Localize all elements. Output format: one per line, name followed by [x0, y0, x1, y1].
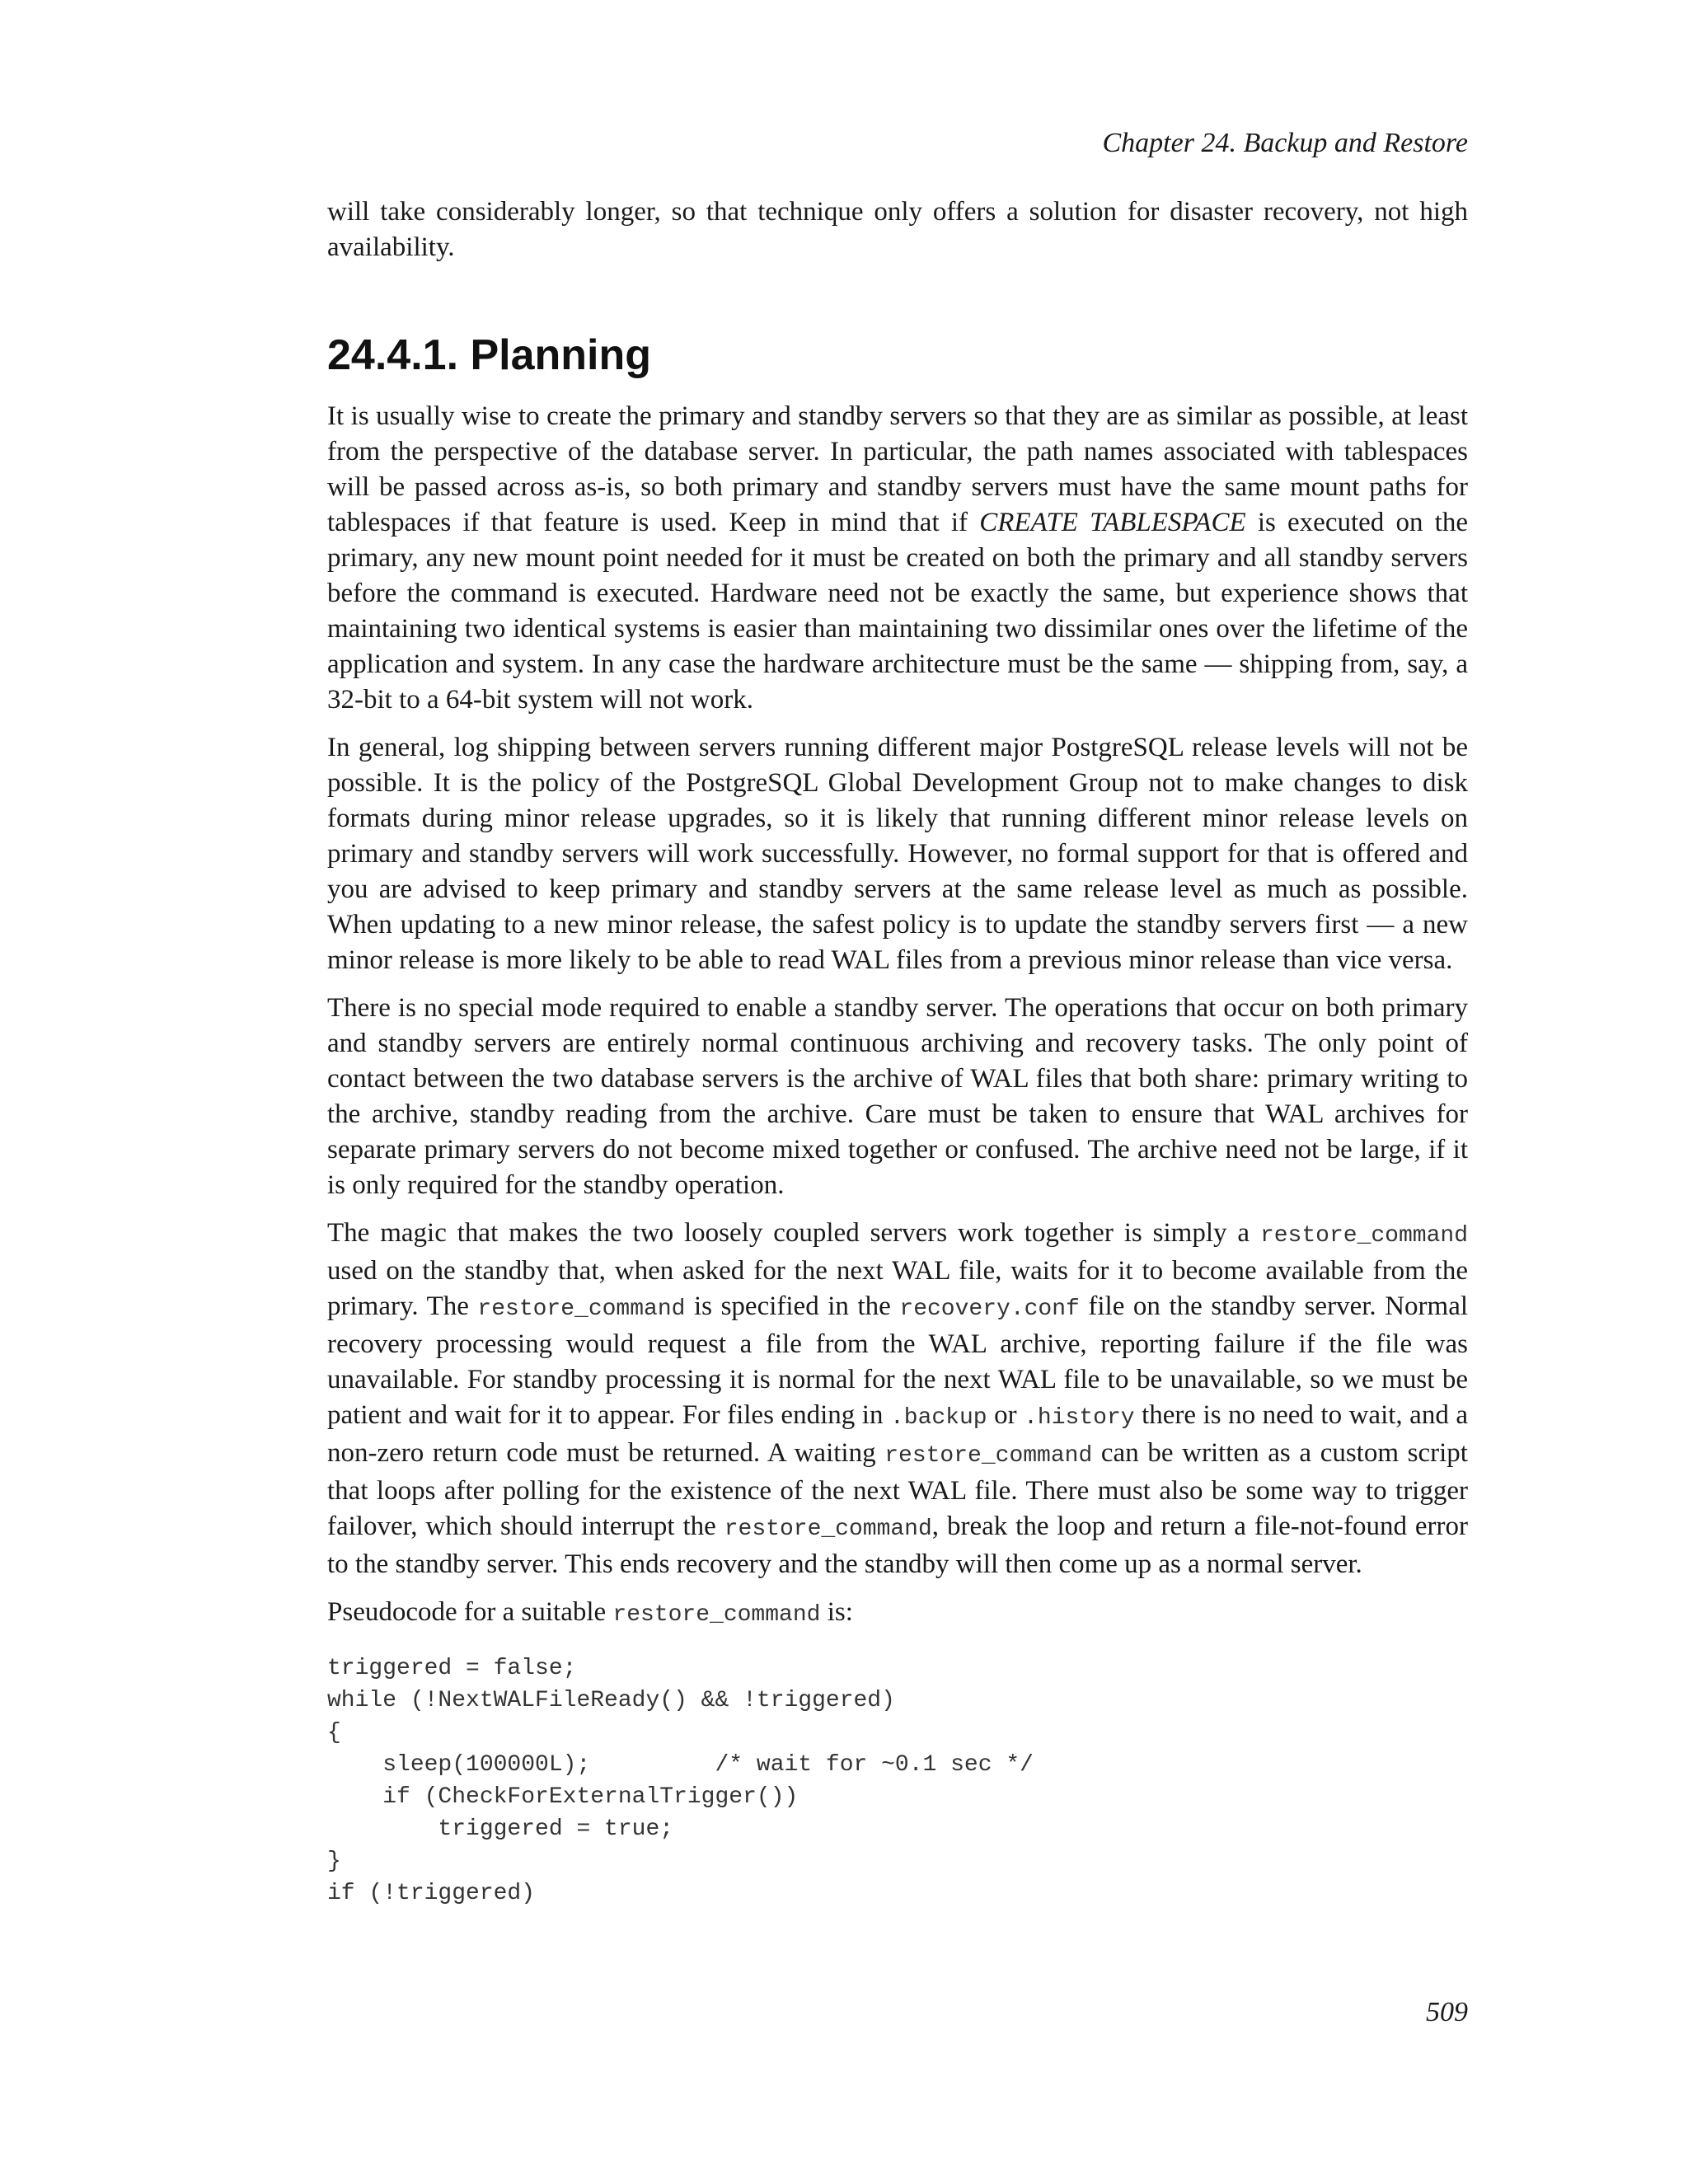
paragraph-restore-command — [327, 1216, 1468, 1582]
page-content — [327, 194, 1468, 1910]
section-heading: 24.4.1. Planning — [327, 331, 652, 379]
text-run: is specified in the — [685, 1291, 900, 1321]
text-run: or — [987, 1400, 1025, 1430]
text-run: there is no need to wait, and a non-zero return code must be returned. A waiting — [327, 1400, 1468, 1468]
paragraph-hardware — [327, 399, 1468, 718]
inline-code: recovery.conf — [899, 1296, 1080, 1322]
text-run: is executed on the primary, any new mount point needed for it must be created on both the primary and all standby servers before the command is executed. Hardware need not be exactly the same, but experience shows that maintaining two identical systems is easier than maintaining two dissimilar ones over the lifetime of the application and system. In any case the hardware architecture must be the same — shipping from, say, a 32-bit to a 64-bit system will not work. — [327, 508, 1468, 715]
inline-code: .history — [1024, 1405, 1135, 1431]
page-number: 509 — [1426, 1997, 1468, 2027]
text-run: is: — [820, 1597, 853, 1627]
text-run: The magic that makes the two loosely coupled servers work together is simply a — [327, 1218, 1260, 1248]
paragraph-standby-mode: There is no special mode required to enable a standby server. The operations that occur on both primary and standby servers are entirely normal continuous archiving and recovery tasks. The only point of contact between the two database servers is the archive of WAL files that both share: primary writing to the archive, standby reading from the archive. Care must be taken to ensure that WAL archives for separate primary servers do not become mixed together or confused. The archive need not be large, if it is only required for the standby operation. — [327, 993, 1468, 1200]
pseudocode-block: triggered = false; while (!NextWALFileReady() && !triggered) { sleep(100000L); /* wait for ~0.1 sec */ if (CheckForExternalTrigger()) triggered = true; } if (!triggered) — [327, 1656, 1034, 1906]
text-run: Pseudocode for a suitable — [327, 1597, 613, 1627]
inline-code: restore_command — [1259, 1223, 1468, 1249]
inline-code: restore_command — [724, 1516, 932, 1542]
emphasis-create-tablespace: CREATE TABLESPACE — [979, 508, 1246, 537]
inline-code: restore_command — [884, 1443, 1093, 1469]
text-run: file on the standby server. Normal recovery processing would request a file from the WAL archive, reporting failure if the file was unavailable. For standby processing it is normal for the next WAL file to be unavailable, so we must be patient and wait for it to appear. For files ending in — [327, 1291, 1469, 1430]
inline-code: restore_command — [612, 1602, 821, 1628]
paragraph-pseudocode-intro — [327, 1595, 1468, 1633]
inline-code: .backup — [889, 1405, 987, 1431]
inline-code: restore_command — [477, 1296, 686, 1322]
text-run: , break the loop and return a file-not-found error to the standby server. This ends recovery and the standby will then come up as a normal server. — [327, 1511, 1468, 1579]
text-run: used on the standby that, when asked for the next WAL file, waits for it to become available from the primary. The — [327, 1256, 1468, 1321]
text-run: It is usually wise to create the primary and standby servers so that they are as similar as possible, at least from the perspective of the database server. In particular, the path names associated with tablespaces will be passed across as-is, so both primary and standby servers must have the same mount paths for tablespaces if that feature is used. Keep in mind that if — [327, 401, 1468, 537]
text-run: can be written as a custom script that loops after polling for the existence of the next WAL file. There must also be some way to trigger failover, which should interrupt the — [327, 1438, 1468, 1541]
paragraph-release-levels: In general, log shipping between servers running different major PostgreSQL release levels will not be possible. It is the policy of the PostgreSQL Global Development Group not to make changes to disk formats during minor release upgrades, so it is likely that running different minor release levels on primary and standby servers will work successfully. However, no formal support for that is offered and you are advised to keep primary and standby servers at the same release level as much as possible. When updating to a new minor release, the safest policy is to update the standby servers first — a new minor release is more likely to be able to read WAL files from a previous minor release than vice versa. — [327, 733, 1468, 975]
running-header: Chapter 24. Backup and Restore — [1102, 128, 1468, 158]
intro-paragraph: will take considerably longer, so that technique only offers a solution for disaster recovery, not high availability. — [327, 197, 1468, 262]
